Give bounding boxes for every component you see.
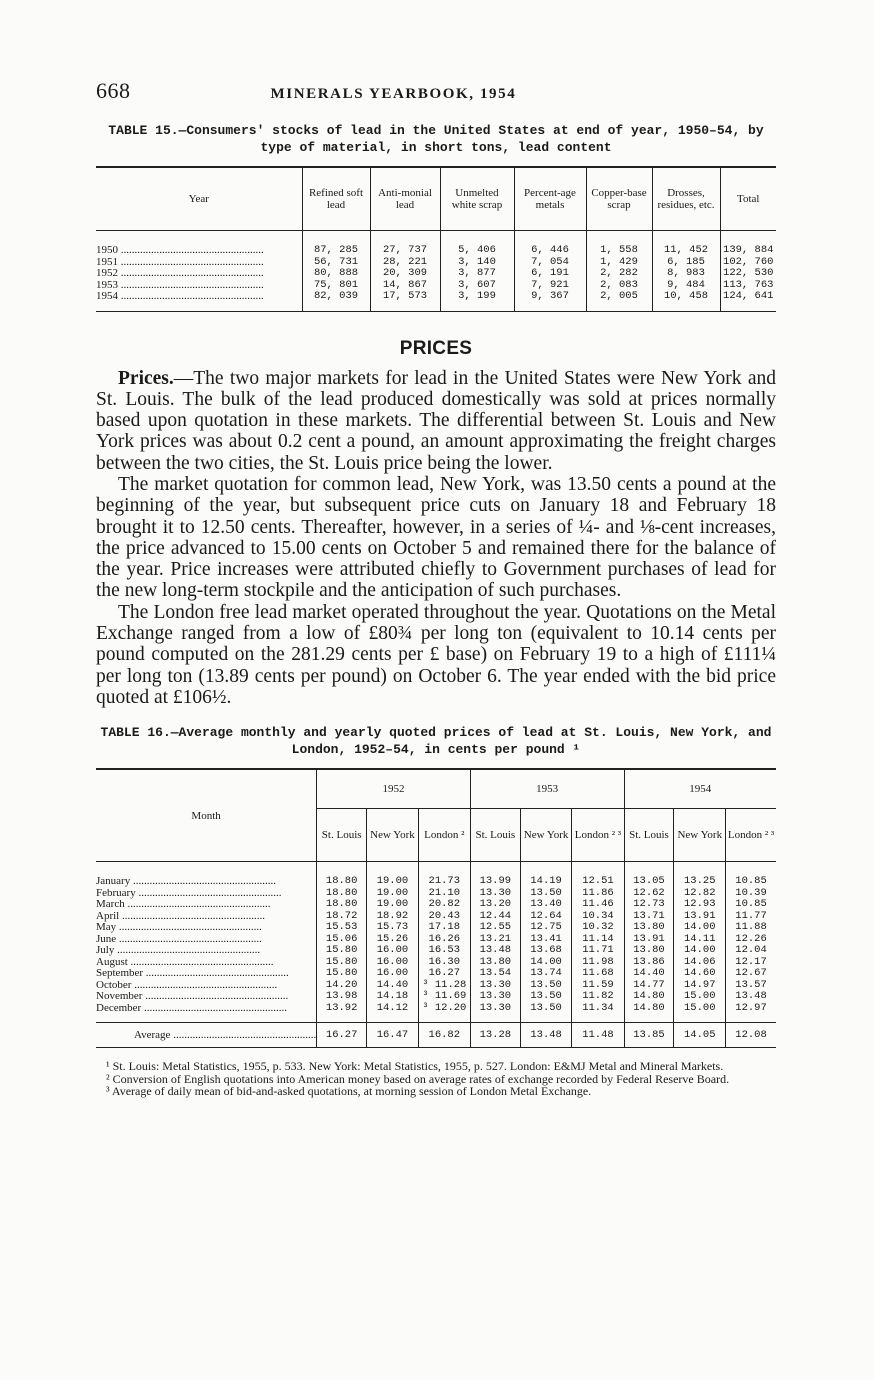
year-label: 1952 .....	[96, 268, 264, 279]
table-cell: 11.14	[572, 934, 624, 946]
table-cell: 5, 406	[440, 245, 514, 257]
table-cell: 17, 573	[370, 291, 440, 303]
year-label: 1951 .....	[96, 257, 264, 268]
table-cell: 14.18	[367, 991, 419, 1003]
table-cell: 13.25	[674, 876, 726, 888]
table-cell: 11.71	[572, 945, 624, 957]
table-row	[96, 268, 776, 280]
table-cell: 102, 760	[720, 257, 776, 269]
table-cell: 13.99	[470, 876, 520, 888]
year-label: 1954 .....	[96, 291, 264, 302]
table-cell: 12.26	[726, 934, 776, 946]
table-cell: 11.68	[572, 968, 624, 980]
month-header: Month	[96, 769, 317, 862]
footnote: ³ Average of daily mean of bid-and-asked quotations, at morning session of London Metal Exchange.	[106, 1084, 592, 1099]
row-label	[96, 934, 317, 946]
table-cell: 10.85	[726, 899, 776, 911]
table-cell: 1, 558	[586, 245, 652, 257]
table-cell: 14.60	[674, 968, 726, 980]
year-header: 1954	[624, 769, 776, 809]
table-cell: 10.34	[572, 911, 624, 923]
table-cell: 14.00	[674, 922, 726, 934]
table-cell: 14.12	[367, 1003, 419, 1015]
market-header: London ² ³	[572, 809, 624, 862]
table-cell: 3, 199	[440, 291, 514, 303]
table-cell: 16.26	[418, 934, 470, 946]
table-cell: 9, 484	[652, 280, 720, 292]
table-cell: 13.30	[470, 991, 520, 1003]
table-cell: 15.26	[367, 934, 419, 946]
table-cell: 15.80	[317, 957, 367, 969]
table-cell: 15.80	[317, 968, 367, 980]
table-cell: 16.30	[418, 957, 470, 969]
table-cell: 7, 921	[514, 280, 586, 292]
table15-column-header: Copper-base scrap	[586, 167, 652, 231]
table-cell: 6, 191	[514, 268, 586, 280]
table-cell: 12.82	[674, 888, 726, 900]
table-cell: 3, 140	[440, 257, 514, 269]
row-label	[96, 888, 317, 900]
table-cell: 20.82	[418, 899, 470, 911]
page-header	[96, 78, 776, 110]
table15-column-header: Year	[96, 167, 302, 231]
table-cell: 20, 309	[370, 268, 440, 280]
table-cell: 12.55	[470, 922, 520, 934]
row-label	[96, 876, 317, 888]
table-cell: 13.80	[624, 945, 674, 957]
table-cell: 13.30	[470, 888, 520, 900]
table16-caption: TABLE 16.—Average monthly and yearly quoted prices of lead at St. Louis, New York, and London, 1952–54, in cents per pound ¹	[100, 725, 772, 758]
table-cell: 18.80	[317, 876, 367, 888]
table-cell: 9, 367	[514, 291, 586, 303]
market-header: New York	[674, 809, 726, 862]
table-cell: 13.21	[470, 934, 520, 946]
table-row	[96, 291, 776, 303]
average-row	[96, 1023, 776, 1048]
table-cell: 139, 884	[720, 245, 776, 257]
table-cell: 14.19	[520, 876, 572, 888]
table-cell: 14.05	[674, 1023, 726, 1048]
market-header: St. Louis	[470, 809, 520, 862]
market-header: New York	[520, 809, 572, 862]
table-cell: 28, 221	[370, 257, 440, 269]
table-cell: 10.39	[726, 888, 776, 900]
table15-column-header: Total	[720, 167, 776, 231]
table-cell: 14.77	[624, 980, 674, 992]
table-cell: 12.17	[726, 957, 776, 969]
table-cell: 87, 285	[302, 245, 370, 257]
table-cell: 12.67	[726, 968, 776, 980]
table-cell: 14.20	[317, 980, 367, 992]
table-cell: 13.57	[726, 980, 776, 992]
table-cell: 7, 054	[514, 257, 586, 269]
table-cell: 16.27	[418, 968, 470, 980]
table-cell: 11.34	[572, 1003, 624, 1015]
table-cell: 13.50	[520, 980, 572, 992]
table-cell: 13.92	[317, 1003, 367, 1015]
table-cell: 13.48	[470, 945, 520, 957]
row-label	[96, 991, 317, 1003]
table-cell: 14.00	[674, 945, 726, 957]
row-label	[96, 911, 317, 923]
month-label: July .....	[96, 945, 260, 956]
row-label	[96, 980, 317, 992]
table-cell: 113, 763	[720, 280, 776, 292]
table-cell: 10, 458	[652, 291, 720, 303]
table-cell: 13.71	[624, 911, 674, 923]
footnotes	[96, 1060, 776, 1098]
table-cell: 16.47	[367, 1023, 419, 1048]
table-cell: 27, 737	[370, 245, 440, 257]
table15	[96, 166, 776, 312]
table-cell: 122, 530	[720, 268, 776, 280]
table-cell: 15.06	[317, 934, 367, 946]
row-label	[96, 968, 317, 980]
table-cell: 14.97	[674, 980, 726, 992]
month-label: May .....	[96, 922, 262, 933]
table-cell: 20.43	[418, 911, 470, 923]
table-cell: 12.04	[726, 945, 776, 957]
table-cell: 11.88	[726, 922, 776, 934]
row-label	[96, 945, 317, 957]
table-cell: 11.59	[572, 980, 624, 992]
table-cell: 13.28	[470, 1023, 520, 1048]
table-cell: 12.62	[624, 888, 674, 900]
table-cell: 16.00	[367, 968, 419, 980]
year-header: 1952	[317, 769, 471, 809]
table-cell: 16.00	[367, 957, 419, 969]
row-label	[96, 291, 302, 303]
year-label: 1950 .....	[96, 245, 264, 256]
table-cell: 1, 429	[586, 257, 652, 269]
table-cell: 15.73	[367, 922, 419, 934]
table-cell: 18.80	[317, 899, 367, 911]
table-cell: 14.80	[624, 1003, 674, 1015]
table-cell: 11.48	[572, 1023, 624, 1048]
table-cell: 14, 867	[370, 280, 440, 292]
table16	[96, 768, 776, 1048]
table-cell: 14.80	[624, 991, 674, 1003]
table-cell: 3, 607	[440, 280, 514, 292]
row-label	[96, 257, 302, 269]
table-cell: 13.86	[624, 957, 674, 969]
table-cell: 13.40	[520, 899, 572, 911]
month-label: March .....	[96, 899, 270, 910]
table-cell: 21.10	[418, 888, 470, 900]
row-label	[96, 899, 317, 911]
table-row	[96, 245, 776, 257]
table-cell: 13.48	[726, 991, 776, 1003]
row-label	[96, 1023, 317, 1048]
table-cell: 13.30	[470, 980, 520, 992]
table-cell: 2, 083	[586, 280, 652, 292]
table-cell: 15.00	[674, 1003, 726, 1015]
table-cell: 15.00	[674, 991, 726, 1003]
table-cell: 18.80	[317, 888, 367, 900]
month-label: January .....	[96, 876, 276, 887]
month-label: October .....	[96, 980, 277, 991]
table15-column-header: Refined soft lead	[302, 167, 370, 231]
month-label: April .....	[96, 911, 265, 922]
table-cell: 13.50	[520, 888, 572, 900]
table-cell: 14.40	[624, 968, 674, 980]
row-label	[96, 1003, 317, 1015]
footnote: ¹ St. Louis: Metal Statistics, 1955, p. 533. New York: Metal Statistics, 1955, p. 527. London: E&MJ Metal and Mineral Markets.	[106, 1059, 724, 1074]
table-cell: 10.85	[726, 876, 776, 888]
table-cell: 11.82	[572, 991, 624, 1003]
table-cell: 82, 039	[302, 291, 370, 303]
table-cell: 19.00	[367, 899, 419, 911]
table-cell: 124, 641	[720, 291, 776, 303]
table-cell: 13.68	[520, 945, 572, 957]
table-cell: 21.73	[418, 876, 470, 888]
table15-column-header: Percent-age metals	[514, 167, 586, 231]
page-number: 668	[96, 78, 131, 103]
paragraph: Prices.—The two major markets for lead in the United States were New York and St. Louis. The bulk of the lead produced domestically was sold at prices normally based upon quotation in these markets. The differential between St. Louis and New York prices was about 0.2 cent a pound, an amount approximating the freight charges between the two cities, the St. Louis price being the lower.	[96, 367, 776, 474]
table-cell: 13.05	[624, 876, 674, 888]
table-cell: 2, 282	[586, 268, 652, 280]
table-cell: 13.85	[624, 1023, 674, 1048]
table-cell: 13.74	[520, 968, 572, 980]
average-label: Average .....	[134, 1029, 316, 1041]
table-cell: 11, 452	[652, 245, 720, 257]
table-cell: 10.32	[572, 922, 624, 934]
table-cell: 12.44	[470, 911, 520, 923]
row-label	[96, 280, 302, 292]
table-cell: 15.80	[317, 945, 367, 957]
table-cell: 16.27	[317, 1023, 367, 1048]
table-cell: 13.54	[470, 968, 520, 980]
table-cell: ³ 11.28	[418, 980, 470, 992]
table-cell: 75, 801	[302, 280, 370, 292]
table-cell: 14.40	[367, 980, 419, 992]
table-cell: 18.72	[317, 911, 367, 923]
table-cell: 12.93	[674, 899, 726, 911]
row-label	[96, 268, 302, 280]
table-cell: 13.80	[470, 957, 520, 969]
table-cell: 16.82	[418, 1023, 470, 1048]
market-header: St. Louis	[624, 809, 674, 862]
table-cell: 12.73	[624, 899, 674, 911]
year-label: 1953 .....	[96, 280, 264, 291]
table-cell: 11.86	[572, 888, 624, 900]
market-header: St. Louis	[317, 809, 367, 862]
table15-column-header: Anti-monial lead	[370, 167, 440, 231]
table15-column-header: Unmelted white scrap	[440, 167, 514, 231]
market-header: New York	[367, 809, 419, 862]
table-cell: 19.00	[367, 876, 419, 888]
body-text	[96, 368, 776, 709]
table-cell: 19.00	[367, 888, 419, 900]
table-cell: 12.51	[572, 876, 624, 888]
table-cell: 6, 185	[652, 257, 720, 269]
month-label: August .....	[96, 957, 274, 968]
table-cell: 3, 877	[440, 268, 514, 280]
table-cell: 13.91	[674, 911, 726, 923]
running-title: MINERALS YEARBOOK, 1954	[270, 86, 517, 102]
table-cell: 12.75	[520, 922, 572, 934]
table-cell: 13.91	[624, 934, 674, 946]
table-cell: 16.00	[367, 945, 419, 957]
table-row	[96, 1003, 776, 1015]
table-cell: 13.41	[520, 934, 572, 946]
table-cell: 13.98	[317, 991, 367, 1003]
month-label: December .....	[96, 1003, 287, 1014]
footnote: ² Conversion of English quotations into American money based on average rates of exchange recorded by Federal Reserve Board.	[106, 1071, 730, 1086]
table-cell: 14.11	[674, 934, 726, 946]
table-cell: 13.30	[470, 1003, 520, 1015]
table-cell: 13.48	[520, 1023, 572, 1048]
paragraph: The London free lead market operated throughout the year. Quotations on the Metal Exchange ranged from a low of £80¾ per long ton (equivalent to 10.14 cents per pound computed on the 281.29 cents per £ base) on February 19 to a high of £111¼ per long ton (13.89 cents per pound) on October 6. The year ended with the bid price quoted at £106½.	[96, 601, 776, 708]
table-cell: ³ 11.69	[418, 991, 470, 1003]
paragraph-lead: Prices.	[118, 367, 174, 389]
table-cell: 11.77	[726, 911, 776, 923]
table-cell: 13.20	[470, 899, 520, 911]
table-cell: 13.50	[520, 991, 572, 1003]
table-cell: 12.08	[726, 1023, 776, 1048]
table15-caption: TABLE 15.—Consumers' stocks of lead in the United States at end of year, 1950–54, by type of material, in short tons, lead content	[108, 123, 764, 155]
page	[96, 78, 776, 1098]
market-header: London ² ³	[726, 809, 776, 862]
row-label	[96, 922, 317, 934]
table15-column-header: Drosses, residues, etc.	[652, 167, 720, 231]
month-label: June .....	[96, 934, 262, 945]
year-header: 1953	[470, 769, 624, 809]
table-cell: ³ 12.20	[418, 1003, 470, 1015]
table-cell: 12.97	[726, 1003, 776, 1015]
table-cell: 8, 983	[652, 268, 720, 280]
table-cell: 12.64	[520, 911, 572, 923]
table-cell: 11.98	[572, 957, 624, 969]
table-cell: 6, 446	[514, 245, 586, 257]
paragraph: The market quotation for common lead, New York, was 13.50 cents a pound at the beginning of the year, but subsequent price cuts on January 18 and February 18 brought it to 12.50 cents. Thereafter, however, in a series of ¼- and ⅛-cent increases, the price advanced to 15.00 cents on October 5 and remained there for the balance of the year. Price increases were attributed chiefly to Government purchases of lead for the new long-term stockpile and the anticipation of such purchases.	[96, 473, 776, 602]
row-label	[96, 245, 302, 257]
row-label	[96, 957, 317, 969]
table-cell: 80, 888	[302, 268, 370, 280]
table-cell: 2, 005	[586, 291, 652, 303]
month-label: September .....	[96, 968, 289, 979]
table-cell: 11.46	[572, 899, 624, 911]
table-cell: 18.92	[367, 911, 419, 923]
table-cell: 56, 731	[302, 257, 370, 269]
section-title: PRICES	[399, 337, 473, 359]
table-cell: 15.53	[317, 922, 367, 934]
table-cell: 13.50	[520, 1003, 572, 1015]
table-cell: 17.18	[418, 922, 470, 934]
table-cell: 13.80	[624, 922, 674, 934]
month-label: February .....	[96, 888, 281, 899]
table-cell: 14.06	[674, 957, 726, 969]
market-header: London ²	[418, 809, 470, 862]
table-cell: 14.00	[520, 957, 572, 969]
table-cell: 16.53	[418, 945, 470, 957]
month-label: November .....	[96, 991, 288, 1002]
